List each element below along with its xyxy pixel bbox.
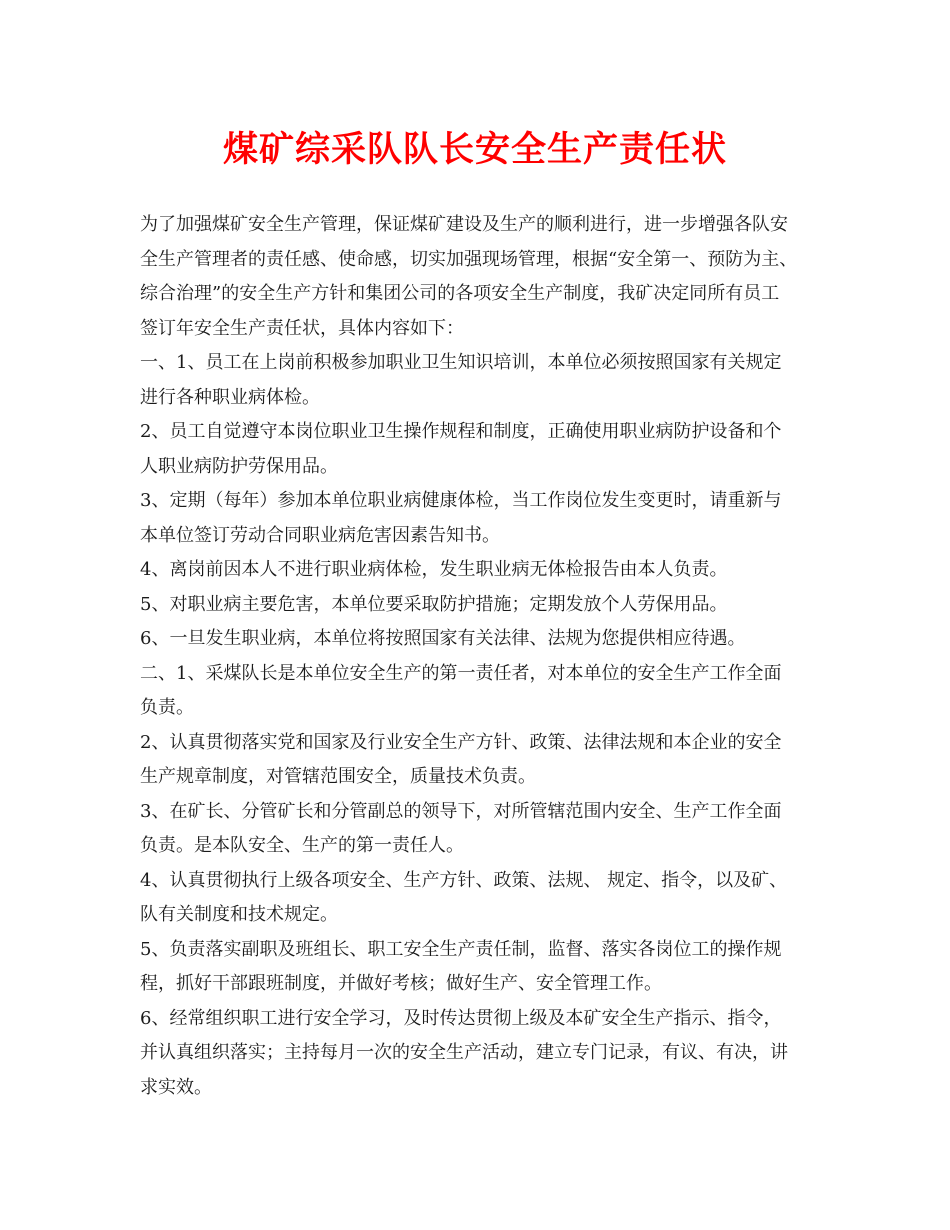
body-line: 程，抓好干部跟班制度，并做好考核；做好生产、安全管理工作。 (140, 973, 662, 994)
body-line: 2、认真贯彻落实党和国家及行业安全生产方针、政策、法律法规和本企业的安全 (140, 731, 782, 753)
body-line: 综合治理”的安全生产方针和集团公司的各项安全生产制度，我矿决定同所有员工 (140, 283, 780, 304)
body-line: 为了加强煤矿安全生产管理，保证煤矿建设及生产的顺利进行，进一步增强各队安 (140, 214, 788, 235)
body-line: 4、认真贯彻执行上级各项安全、生产方针、政策、法规、 规定、指令，以及矿、 (140, 869, 788, 891)
body-line: 6、经常组织职工进行安全学习，及时传达贯彻上级及本矿安全生产指示、指令， (140, 1007, 782, 1029)
body-line: 2、员工自觉遵守本岗位职业卫生操作规程和制度，正确使用职业病防护设备和个 (140, 421, 782, 442)
document-title: 煤矿综采队队长安全生产责任状 (222, 129, 727, 170)
body-line: 队有关制度和技术规定。 (140, 904, 338, 925)
body-line: 3、定期（每年）参加本单位职业病健康体检，当工作岗位发生变更时，请重新与 (140, 490, 782, 511)
body-line: 进行各种职业病体检。 (140, 386, 320, 408)
body-line: 负责。是本队安全、生产的第一责任人。 (140, 835, 464, 856)
body-line: 并认真组织落实；主持每月一次的安全生产活动，建立专门记录，有议、有决，讲 (140, 1042, 788, 1063)
body-line: 签订年安全生产责任状，具体内容如下： (140, 317, 464, 339)
document-body (140, 208, 830, 1105)
body-line: 负责。 (140, 697, 194, 718)
body-line: 6、一旦发生职业病，本单位将按照国家有关法律、法规为您提供相应待遇。 (140, 628, 746, 649)
body-line: 4、离岗前因本人不进行职业病体检，发生职业病无体检报告由本人负责。 (140, 559, 728, 580)
body-line: 5、负责落实副职及班组长、职工安全生产责任制，监督、落实各岗位工的操作规 (140, 938, 782, 960)
body-line: 全生产管理者的责任感、使命感，切实加强现场管理，根据“安全第一、预防为主、 (140, 248, 798, 270)
body-line: 一、1、员工在上岗前积极参加职业卫生知识培训，本单位必须按照国家有关规定 (140, 352, 782, 373)
body-line: 5、对职业病主要危害，本单位要采取防护措施；定期发放个人劳保用品。 (140, 593, 728, 615)
body-line: 求实效。 (140, 1076, 212, 1098)
body-line: 本单位签订劳动合同职业病危害因素告知书。 (140, 524, 500, 546)
body-line: 3、在矿长、分管矿长和分管副总的领导下，对所管辖范围内安全、生产工作全面 (140, 800, 782, 822)
body-line: 二、1、采煤队长是本单位安全生产的第一责任者，对本单位的安全生产工作全面 (140, 662, 782, 684)
body-line: 人职业病防护劳保用品。 (140, 455, 338, 477)
body-line: 生产规章制度，对管辖范围安全，质量技术负责。 (140, 766, 536, 787)
